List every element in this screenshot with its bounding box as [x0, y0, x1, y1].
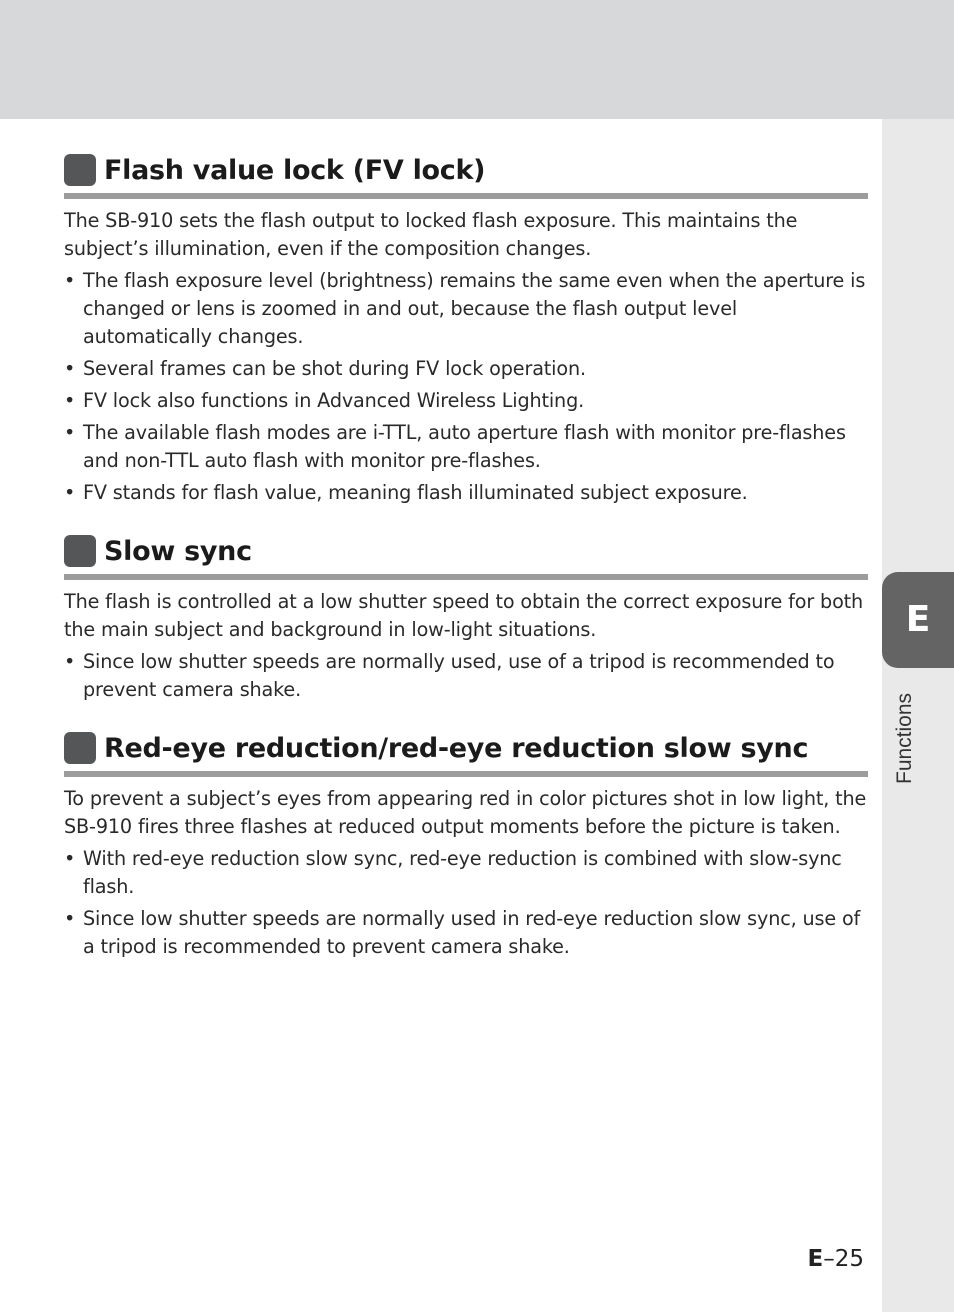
section-intro: The flash is controlled at a low shutter speed to obtain the correct exposure for both the main subject and background in low-light situations. — [64, 590, 864, 641]
heading-rule — [64, 193, 868, 199]
page-number — [808, 1246, 865, 1272]
section-slow-sync — [64, 531, 868, 704]
list-item — [64, 387, 868, 415]
bullet-icon: • — [64, 907, 76, 930]
bullet-icon: • — [64, 269, 76, 292]
section-intro: To prevent a subject’s eyes from appearing red in color pictures shot in low light, the SB-910 fires three flashes at reduced output moments before the picture is taken. — [64, 787, 867, 838]
heading-square-icon — [64, 154, 96, 186]
section-tab-letter: E — [905, 599, 931, 640]
bullet-icon: • — [64, 481, 76, 504]
heading-square-icon — [64, 535, 96, 567]
list-item-text: The flash exposure level (brightness) remains the same even when the aperture is changed or lens is zoomed in and out, because the flash output level automatically changes. — [83, 269, 866, 348]
list-item-text: Since low shutter speeds are normally used in red-eye reduction slow sync, use of a tripod is recommended to prevent camera shake. — [83, 907, 861, 958]
list-item-text: Several frames can be shot during FV lock operation. — [83, 357, 586, 380]
bullet-icon: • — [64, 357, 76, 380]
bullet-icon: • — [64, 847, 76, 870]
bullet-icon: • — [64, 421, 76, 444]
page-number-value: –25 — [823, 1246, 864, 1272]
list-item-text: The available flash modes are i-TTL, auto aperture flash with monitor pre-flashes and non-TTL auto flash with monitor pre-flashes. — [83, 421, 846, 472]
section-intro: The SB-910 sets the flash output to locked flash exposure. This maintains the subject’s illumination, even if the composition changes. — [64, 209, 798, 260]
section-tab-e — [882, 572, 954, 668]
list-item-text: Since low shutter speeds are normally used, use of a tripod is recommended to prevent camera shake. — [83, 650, 835, 701]
section-fv-lock — [64, 150, 868, 507]
section-title: Red-eye reduction/red-eye reduction slow sync — [104, 732, 809, 764]
list-item-text: FV stands for flash value, meaning flash illuminated subject exposure. — [83, 481, 748, 504]
top-header-band — [0, 0, 954, 119]
bullet-list — [64, 267, 868, 507]
page-number-prefix: E — [807, 1246, 824, 1272]
list-item-text: FV lock also functions in Advanced Wireless Lighting. — [83, 389, 585, 412]
list-item — [64, 419, 868, 475]
section-title: Flash value lock (FV lock) — [104, 154, 486, 186]
list-item — [64, 845, 868, 901]
list-item — [64, 355, 868, 383]
section-heading — [64, 728, 868, 768]
list-item — [64, 479, 868, 507]
bullet-icon: • — [64, 389, 76, 412]
heading-rule — [64, 574, 868, 580]
list-item — [64, 267, 868, 351]
section-title: Slow sync — [104, 535, 252, 567]
section-red-eye-reduction — [64, 728, 868, 961]
list-item-text: With red-eye reduction slow sync, red-eye reduction is combined with slow-sync flash. — [83, 847, 842, 898]
list-item — [64, 905, 868, 961]
bullet-icon: • — [64, 650, 76, 673]
list-item — [64, 648, 868, 704]
section-heading — [64, 150, 868, 190]
bullet-list — [64, 648, 868, 704]
heading-rule — [64, 771, 868, 777]
section-tab-label: Functions — [893, 692, 916, 784]
bullet-list — [64, 845, 868, 961]
section-heading — [64, 531, 868, 571]
heading-square-icon — [64, 732, 96, 764]
